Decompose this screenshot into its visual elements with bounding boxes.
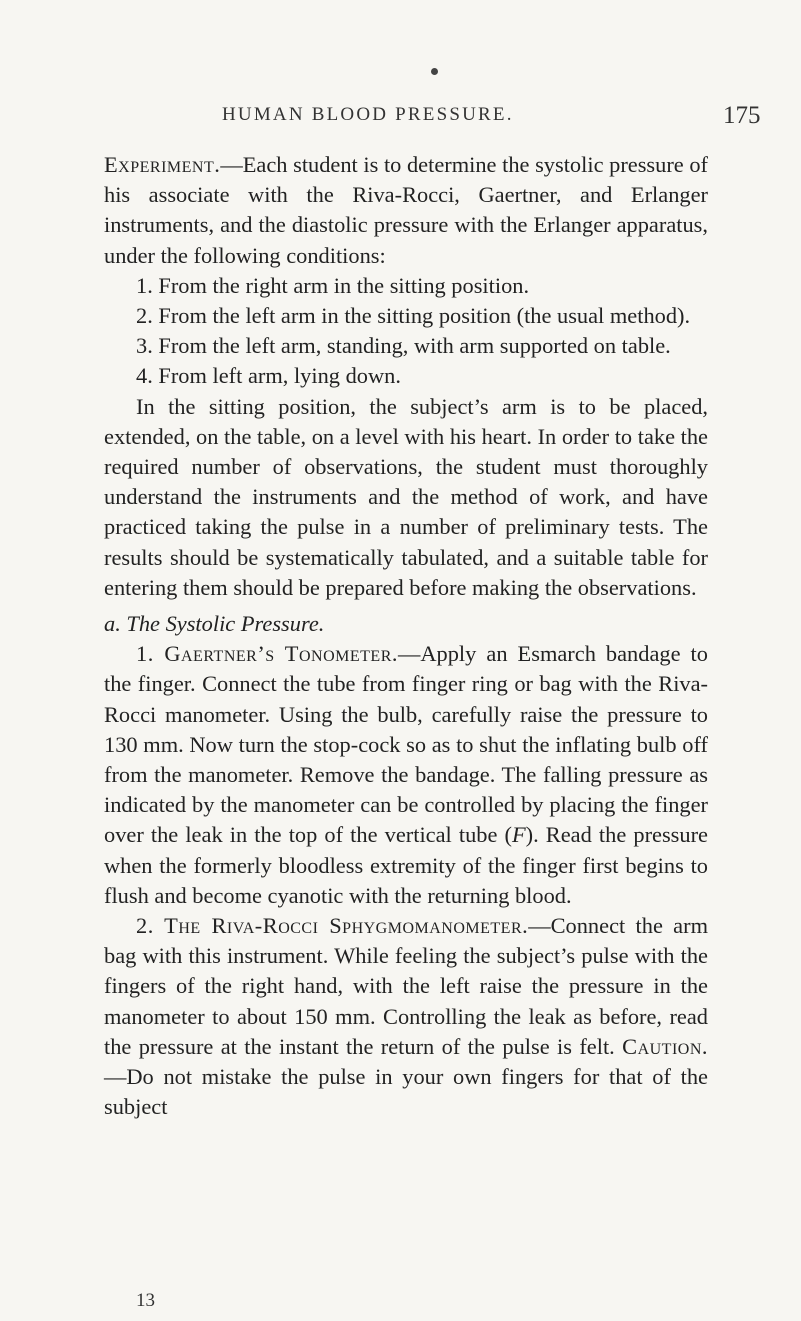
running-head: HUMAN BLOOD PRESSURE.: [222, 104, 514, 125]
experiment-label: Experiment.: [104, 152, 221, 177]
condition-item: 1. From the right arm in the sitting position.: [136, 272, 530, 298]
item-italic-ref: F: [511, 822, 526, 848]
section-title: The Systolic Pressure.: [126, 611, 325, 637]
condition-item: 4. From left arm, lying down.: [136, 363, 401, 389]
section-heading: [104, 609, 708, 639]
condition-item: 2. From the left arm in the sitting position (the usual method).: [136, 303, 691, 329]
item-text-after: ). Read the pressure when the formerly bloodless extremity of the finger first begins to flush and become cyanotic with the returning blood.: [104, 822, 708, 908]
caution-label: Caution.: [622, 1033, 708, 1059]
experiment-paragraph: [104, 150, 708, 271]
page-body: [104, 150, 708, 1123]
item-text: —Apply an Esmarch bandage to the finger. Connect the tube from finger ring or bag with the Riva-Rocci manometer. Using the bulb, carefully raise the pressure to 130 mm. Now turn the stop-cock so as to shut the inflating bulb off from the manometer. Remove the bandage. The falling pressure as indicated by the manometer can be controlled by placing the finger over the leak in the top of the vertical tube (: [104, 641, 708, 848]
item-label: 1. Gaertner’s Tonometer.: [136, 641, 398, 667]
ink-spot: [431, 68, 438, 75]
signature-mark: 13: [136, 1290, 155, 1311]
instructions-paragraph: In the sitting position, the subject’s arm is to be placed, extended, on the table, on a level with his heart. In order to take the required number of observations, the student must thoroughly understand the instruments and the method of work, and have practiced taking the pulse in a number of preliminary tests. The results should be systematically tabulated, and a suitable table for entering them should be prepared before making the observations.: [104, 393, 708, 600]
item-label: 2. The Riva-Rocci Sphygmomanometer.: [136, 913, 529, 939]
item-riva-rocci: [104, 911, 708, 1122]
section-letter: a.: [104, 611, 121, 637]
item-text: —Connect the arm bag with this instrument. While feeling the subject’s pulse with the fingers of the right hand, with the left raise the pressure in the manometer to about 150 mm. Controlling the leak as before, read the pressure at the instant the return of the pulse is felt.: [104, 913, 708, 1059]
page-header: [0, 102, 801, 132]
page-number: 175: [723, 102, 761, 129]
item-gaertner: [104, 639, 708, 911]
experiment-text: —Each student is to determine the systolic pressure of his associate with the Riva-Rocci, Gaertner, and Erlanger instruments, and the diastolic pressure with the Erlanger apparatus, under the following conditions:: [104, 152, 708, 268]
caution-text: —Do not mistake the pulse in your own fingers for that of the subject: [104, 1064, 708, 1120]
condition-item: 3. From the left arm, standing, with arm supported on table.: [136, 333, 671, 359]
